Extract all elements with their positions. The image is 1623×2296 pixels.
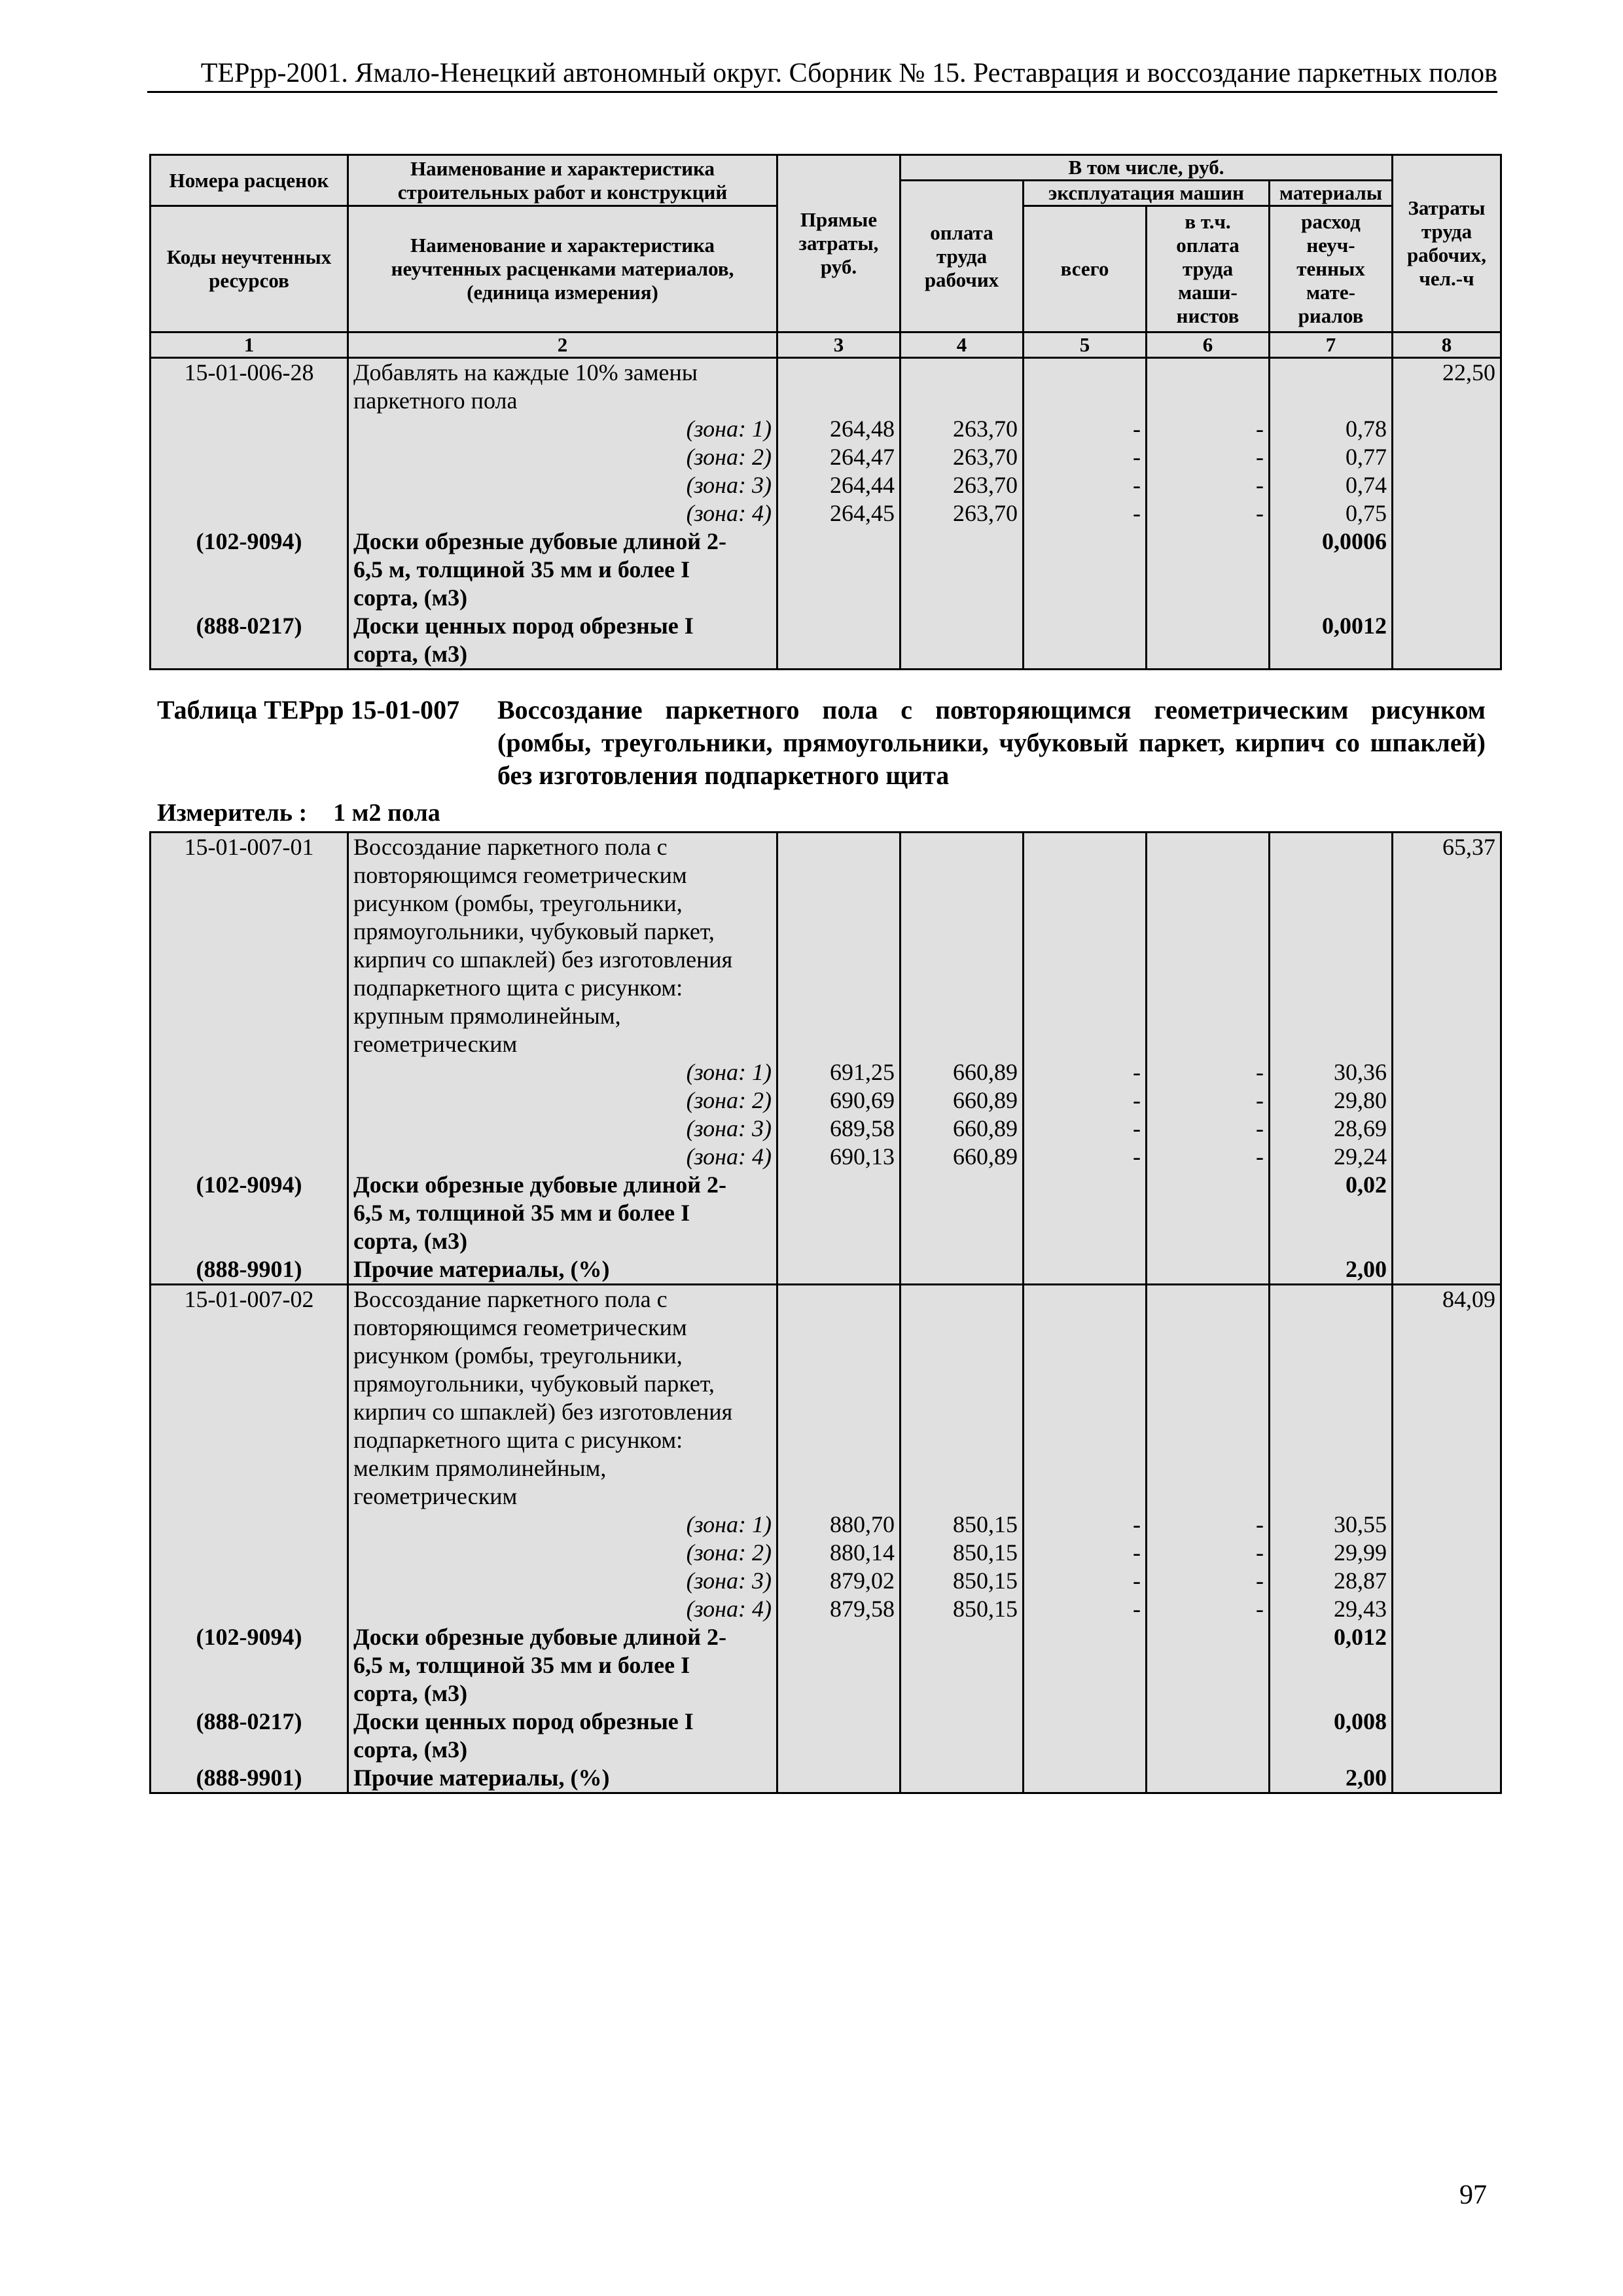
- measure-unit: [157, 798, 440, 827]
- col-number: 8: [1393, 332, 1501, 358]
- machine-wage-cost: -: [1147, 471, 1270, 499]
- resource-qty: 0,0012: [1270, 612, 1393, 640]
- zone-row: [151, 1595, 1501, 1623]
- machine-wage-cost: -: [1147, 1595, 1270, 1623]
- rates-table-2: [149, 831, 1502, 1794]
- resource-name: 6,5 м, толщиной 35 мм и более I: [348, 1199, 777, 1227]
- zone-label: (зона: 3): [348, 471, 777, 499]
- resource-name: Прочие материалы, (%): [348, 1255, 777, 1285]
- machine-wage-cost: -: [1147, 1086, 1270, 1115]
- machine-wage-cost: -: [1147, 1058, 1270, 1086]
- material-cost: 29,24: [1270, 1143, 1393, 1171]
- zone-row: [151, 415, 1501, 443]
- direct-cost: 691,25: [777, 1058, 901, 1086]
- machine-wage-cost: -: [1147, 1143, 1270, 1171]
- measure-label: Измеритель :: [157, 799, 308, 827]
- rate-description: геометрическим: [348, 1030, 777, 1058]
- rate-description: подпаркетного щита с рисунком:: [348, 1426, 777, 1454]
- wage-cost: 660,89: [901, 1086, 1024, 1115]
- resource-row: [151, 1708, 1501, 1736]
- col-header-material-name: Наименование и характеристика неучтенных расценками материалов, (единица измерения): [348, 206, 777, 332]
- table-id: Таблица ТЕРрр 15-01-007: [157, 695, 460, 725]
- resource-code: (888-9901): [151, 1764, 348, 1793]
- material-cost: 0,75: [1270, 499, 1393, 528]
- col-header-labor: Затраты труда рабочих, чел.-ч: [1393, 155, 1501, 332]
- material-cost: 0,78: [1270, 415, 1393, 443]
- zone-row: [151, 1058, 1501, 1086]
- resource-qty: 0,02: [1270, 1171, 1393, 1199]
- rate-description: прямоугольники, чубуковый паркет,: [348, 1370, 777, 1398]
- resource-qty: 0,008: [1270, 1708, 1393, 1736]
- zone-row: [151, 1143, 1501, 1171]
- resource-name: Доски обрезные дубовые длиной 2-: [348, 1623, 777, 1651]
- col-header-work-name: Наименование и характеристика строительных работ и конструкций: [348, 155, 777, 206]
- zone-row: [151, 471, 1501, 499]
- material-cost: 30,36: [1270, 1058, 1393, 1086]
- rate-description: подпаркетного щита с рисунком:: [348, 974, 777, 1002]
- zone-label: (зона: 4): [348, 1595, 777, 1623]
- rate-description: рисунком (ромбы, треугольники,: [348, 889, 777, 918]
- rate-description: мелким прямолинейным,: [348, 1454, 777, 1482]
- rate-code: 15-01-007-01: [151, 833, 348, 862]
- zone-label: (зона: 2): [348, 443, 777, 471]
- direct-cost: 879,58: [777, 1595, 901, 1623]
- zone-label: (зона: 1): [348, 415, 777, 443]
- zone-label: (зона: 2): [348, 1086, 777, 1115]
- table-row: [151, 1285, 1501, 1314]
- machine-cost: -: [1024, 471, 1147, 499]
- labor-cost: 65,37: [1393, 833, 1501, 862]
- resource-name: сорта, (м3): [348, 640, 777, 670]
- machine-wage-cost: -: [1147, 499, 1270, 528]
- rate-description: Воссоздание паркетного пола с: [348, 1285, 777, 1314]
- resource-code: (888-0217): [151, 612, 348, 640]
- labor-cost: 22,50: [1393, 358, 1501, 387]
- table-row: [151, 358, 1501, 387]
- machine-wage-cost: -: [1147, 1115, 1270, 1143]
- wage-cost: 850,15: [901, 1511, 1024, 1539]
- rate-description: кирпич со шпаклей) без изготовления: [348, 1398, 777, 1426]
- resource-name: 6,5 м, толщиной 35 мм и более I: [348, 1651, 777, 1679]
- col-number: 4: [901, 332, 1024, 358]
- resource-name: Доски обрезные дубовые длиной 2-: [348, 1171, 777, 1199]
- machine-wage-cost: -: [1147, 443, 1270, 471]
- wage-cost: 263,70: [901, 415, 1024, 443]
- direct-cost: 880,70: [777, 1511, 901, 1539]
- col-number: 5: [1024, 332, 1147, 358]
- table-row: [151, 833, 1501, 862]
- labor-cost: 84,09: [1393, 1285, 1501, 1314]
- machine-wage-cost: -: [1147, 1567, 1270, 1595]
- zone-label: (зона: 3): [348, 1115, 777, 1143]
- resource-name: сорта, (м3): [348, 584, 777, 612]
- col-header-machines-total: всего: [1024, 206, 1147, 332]
- page-number: 97: [1459, 2180, 1487, 2210]
- resource-row: [151, 1764, 1501, 1793]
- col-header-materials: материалы: [1270, 181, 1393, 206]
- rate-description: Воссоздание паркетного пола с: [348, 833, 777, 862]
- direct-cost: 264,48: [777, 415, 901, 443]
- zone-label: (зона: 4): [348, 1143, 777, 1171]
- machine-cost: -: [1024, 1595, 1147, 1623]
- rate-description: крупным прямолинейным,: [348, 1002, 777, 1030]
- machine-cost: -: [1024, 1539, 1147, 1567]
- machine-cost: -: [1024, 1143, 1147, 1171]
- resource-code: (102-9094): [151, 1623, 348, 1651]
- col-header-wages: оплата труда рабочих: [901, 181, 1024, 332]
- col-number: 7: [1270, 332, 1393, 358]
- wage-cost: 850,15: [901, 1567, 1024, 1595]
- col-header-including: В том числе, руб.: [901, 155, 1393, 181]
- wage-cost: 850,15: [901, 1595, 1024, 1623]
- col-header-resource-codes: Коды неучтенных ресурсов: [151, 206, 348, 332]
- rate-description: паркетного пола: [348, 387, 777, 415]
- resource-code: (102-9094): [151, 1171, 348, 1199]
- rate-code: 15-01-007-02: [151, 1285, 348, 1314]
- resource-name: сорта, (м3): [348, 1227, 777, 1255]
- material-cost: 28,69: [1270, 1115, 1393, 1143]
- resource-name: Доски обрезные дубовые длиной 2-: [348, 528, 777, 556]
- zone-row: [151, 1567, 1501, 1595]
- resource-code: (102-9094): [151, 528, 348, 556]
- material-cost: 29,43: [1270, 1595, 1393, 1623]
- material-cost: 28,87: [1270, 1567, 1393, 1595]
- resource-name: Доски ценных пород обрезные I: [348, 1708, 777, 1736]
- machine-cost: -: [1024, 415, 1147, 443]
- resource-qty: 2,00: [1270, 1764, 1393, 1793]
- rate-description: прямоугольники, чубуковый паркет,: [348, 918, 777, 946]
- table-title: Воссоздание паркетного пола с повторяющимся геометрическим рисунком (ромбы, треугольники, прямоугольники, чубуковый паркет, кирпич со шпаклей) без изготовления подпаркетного щита: [497, 695, 1486, 790]
- machine-wage-cost: -: [1147, 1539, 1270, 1567]
- machine-cost: -: [1024, 1086, 1147, 1115]
- resource-row: [151, 1171, 1501, 1199]
- zone-row: [151, 1511, 1501, 1539]
- resource-name: 6,5 м, толщиной 35 мм и более I: [348, 556, 777, 584]
- machine-cost: -: [1024, 443, 1147, 471]
- zone-label: (зона: 2): [348, 1539, 777, 1567]
- wage-cost: 660,89: [901, 1115, 1024, 1143]
- machine-cost: -: [1024, 499, 1147, 528]
- rate-description: повторяющимся геометрическим: [348, 861, 777, 889]
- wage-cost: 263,70: [901, 443, 1024, 471]
- zone-row: [151, 1086, 1501, 1115]
- rate-description: геометрическим: [348, 1482, 777, 1511]
- direct-cost: 264,47: [777, 443, 901, 471]
- material-cost: 0,74: [1270, 471, 1393, 499]
- col-number: 1: [151, 332, 348, 358]
- zone-label: (зона: 3): [348, 1567, 777, 1595]
- direct-cost: 689,58: [777, 1115, 901, 1143]
- col-number: 6: [1147, 332, 1270, 358]
- material-cost: 29,80: [1270, 1086, 1393, 1115]
- resource-qty: 0,012: [1270, 1623, 1393, 1651]
- direct-cost: 880,14: [777, 1539, 901, 1567]
- direct-cost: 690,13: [777, 1143, 901, 1171]
- wage-cost: 660,89: [901, 1143, 1024, 1171]
- zone-label: (зона: 1): [348, 1058, 777, 1086]
- zone-label: (зона: 1): [348, 1511, 777, 1539]
- resource-row: [151, 1255, 1501, 1285]
- direct-cost: 264,45: [777, 499, 901, 528]
- rate-description: повторяющимся геометрическим: [348, 1314, 777, 1342]
- direct-cost: 264,44: [777, 471, 901, 499]
- col-header-material-consumption: расход неуч-тенных мате-риалов: [1270, 206, 1393, 332]
- machine-cost: -: [1024, 1567, 1147, 1595]
- zone-row: [151, 1115, 1501, 1143]
- machine-cost: -: [1024, 1511, 1147, 1539]
- measure-value: 1 м2 пола: [333, 799, 440, 827]
- page-header: ТЕРрр-2001. Ямало-Ненецкий автономный округ. Сборник № 15. Реставрация и воссоздание паркетных полов: [147, 56, 1497, 93]
- resource-row: [151, 528, 1501, 556]
- machine-wage-cost: -: [1147, 1511, 1270, 1539]
- zone-row: [151, 1539, 1501, 1567]
- rates-table-1: [149, 154, 1502, 670]
- col-header-operator-wages: в т.ч. оплата труда маши-нистов: [1147, 206, 1270, 332]
- zone-label: (зона: 4): [348, 499, 777, 528]
- wage-cost: 263,70: [901, 499, 1024, 528]
- resource-name: сорта, (м3): [348, 1736, 777, 1764]
- resource-code: (888-9901): [151, 1255, 348, 1285]
- direct-cost: 879,02: [777, 1567, 901, 1595]
- resource-row: [151, 612, 1501, 640]
- rate-description: кирпич со шпаклей) без изготовления: [348, 946, 777, 974]
- col-header-machines: эксплуатация машин: [1024, 181, 1270, 206]
- col-header-rate-number: Номера расценок: [151, 155, 348, 206]
- machine-wage-cost: -: [1147, 415, 1270, 443]
- resource-name: Прочие материалы, (%): [348, 1764, 777, 1793]
- rate-description: рисунком (ромбы, треугольники,: [348, 1342, 777, 1370]
- resource-name: сорта, (м3): [348, 1679, 777, 1708]
- col-number: 2: [348, 332, 777, 358]
- col-number: 3: [777, 332, 901, 358]
- wage-cost: 263,70: [901, 471, 1024, 499]
- material-cost: 29,99: [1270, 1539, 1393, 1567]
- resource-name: Доски ценных пород обрезные I: [348, 612, 777, 640]
- resource-qty: 0,0006: [1270, 528, 1393, 556]
- machine-cost: -: [1024, 1115, 1147, 1143]
- wage-cost: 850,15: [901, 1539, 1024, 1567]
- zone-row: [151, 443, 1501, 471]
- rate-code: 15-01-006-28: [151, 358, 348, 387]
- direct-cost: 690,69: [777, 1086, 901, 1115]
- material-cost: 0,77: [1270, 443, 1393, 471]
- col-header-direct-costs: Прямые затраты, руб.: [777, 155, 901, 332]
- resource-qty: 2,00: [1270, 1255, 1393, 1285]
- machine-cost: -: [1024, 1058, 1147, 1086]
- zone-row: [151, 499, 1501, 528]
- table-caption: [157, 694, 1486, 792]
- resource-row: [151, 1623, 1501, 1651]
- wage-cost: 660,89: [901, 1058, 1024, 1086]
- material-cost: 30,55: [1270, 1511, 1393, 1539]
- rate-description: Добавлять на каждые 10% замены: [348, 358, 777, 387]
- resource-code: (888-0217): [151, 1708, 348, 1736]
